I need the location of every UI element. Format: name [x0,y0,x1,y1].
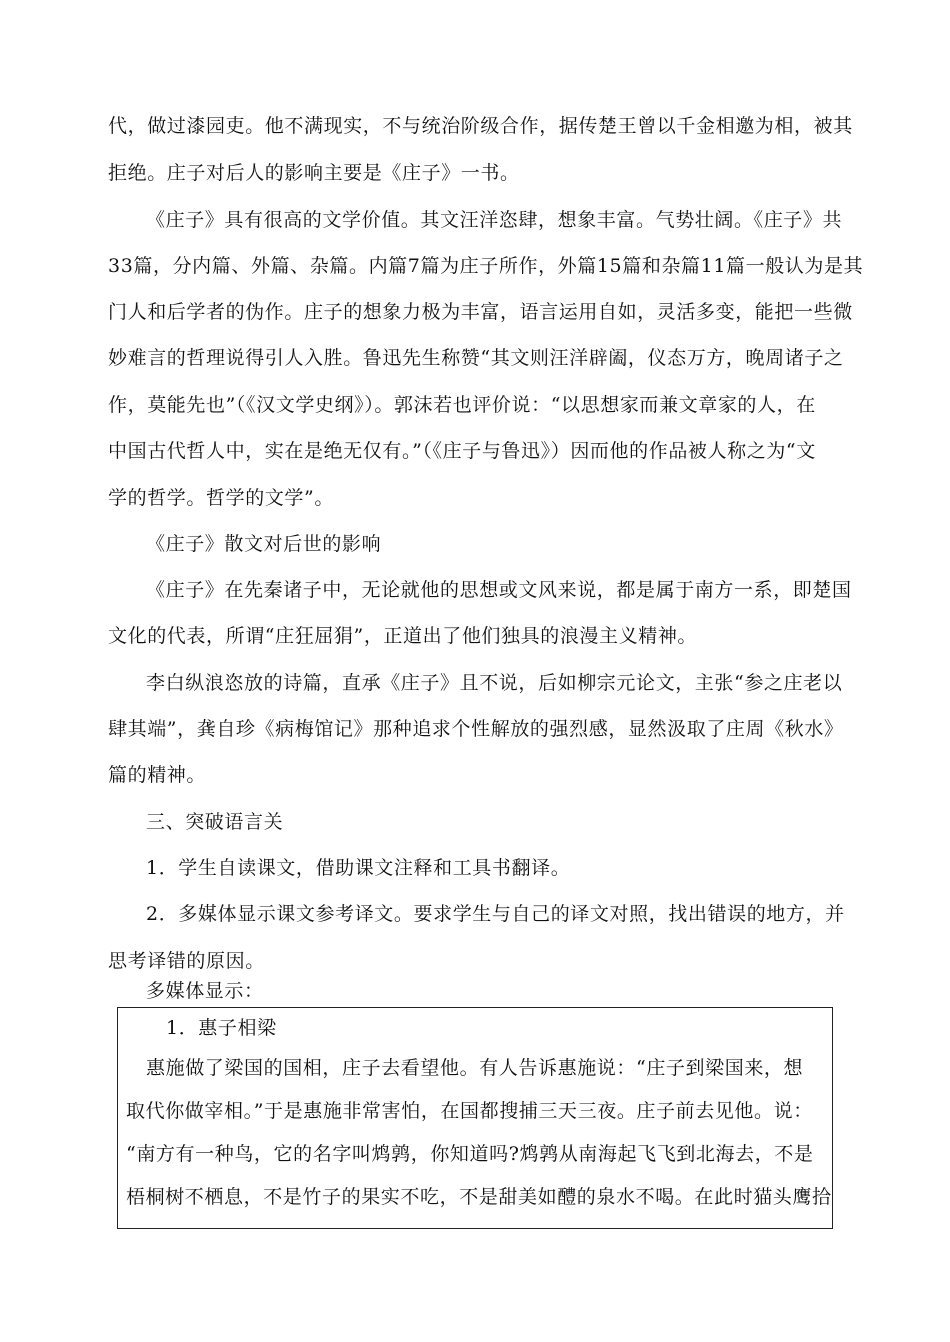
translation-box [117,1007,833,1229]
text-line: 《庄子》在先秦诸子中，无论就他的思想或文风来说，都是属于南方一系，即楚国 [146,579,852,601]
list-item: 1．学生自读课文，借助课文注释和工具书翻译。 [146,857,571,879]
text-line: 妙难言的哲理说得引人入胜。鲁迅先生称赞“其文则汪洋辟阖，仪态万方，晚周诸子之 [108,347,844,369]
box-line: 梧桐树不栖息，不是竹子的果实不吃，不是甜美如醴的泉水不喝。在此时猫头鹰拾 [126,1186,832,1208]
text-line: 李白纵浪恣放的诗篇，直承《庄子》且不说，后如柳宗元论文，主张“参之庄老以 [146,672,843,694]
text-line: 肆其端”，龚自珍《病梅馆记》那种追求个性解放的强烈感，显然汲取了庄周《秋水》 [108,718,844,740]
text-line: 门人和后学者的伪作。庄子的想象力极为丰富，语言运用自如，灵活多变，能把一些微 [108,301,853,323]
text-line: 篇的精神。 [108,764,207,786]
text-line: 代，做过漆园吏。他不满现实，不与统治阶级合作，据传楚王曾以千金相邀为相，被其 [108,115,853,137]
box-line: 惠施做了梁国的国相，庄子去看望他。有人告诉惠施说：“庄子到梁国来，想 [146,1057,804,1079]
section-heading: 《庄子》散文对后世的影响 [146,533,382,555]
box-title: 1．惠子相梁 [166,1017,277,1039]
text-line: 多媒体显示： [146,980,264,1002]
text-line: 思考译错的原因。 [108,950,265,972]
box-line: “南方有一种鸟，它的名字叫鸩鹑，你知道吗?鸩鹑从南海起飞飞到北海去，不是 [126,1143,814,1165]
text-line: 拒绝。庄子对后人的影响主要是《庄子》一书。 [108,162,520,184]
text-line: 33篇，分内篇、外篇、杂篇。内篇7篇为庄子所作，外篇15篇和杂篇11篇一般认为是其 [108,255,864,277]
text-line: 文化的代表，所谓“庄狂屈狷”，正道出了他们独具的浪漫主义精神。 [108,625,698,647]
text-line: 《庄子》具有很高的文学价值。其文汪洋恣肆，想象丰富。气势壮阔。《庄子》共 [146,209,843,231]
text-line: 中国古代哲人中，实在是绝无仅有。”（《庄子与鲁迅》）因而他的作品被人称之为“文 [108,440,816,462]
list-item: 2．多媒体显示课文参考译文。要求学生与自己的译文对照，找出错误的地方，并 [146,903,845,925]
section-heading: 三、突破语言关 [146,811,284,833]
text-line: 学的哲学。哲学的文学”。 [108,487,334,509]
box-line: 取代你做宰相。”于是惠施非常害怕，在国都搜捕三天三夜。庄子前去见他。说： [126,1100,813,1122]
text-line: 作，莫能先也”（《汉文学史纲》）。郭沫若也评价说：“以思想家而兼文章家的人，在 [108,394,816,416]
